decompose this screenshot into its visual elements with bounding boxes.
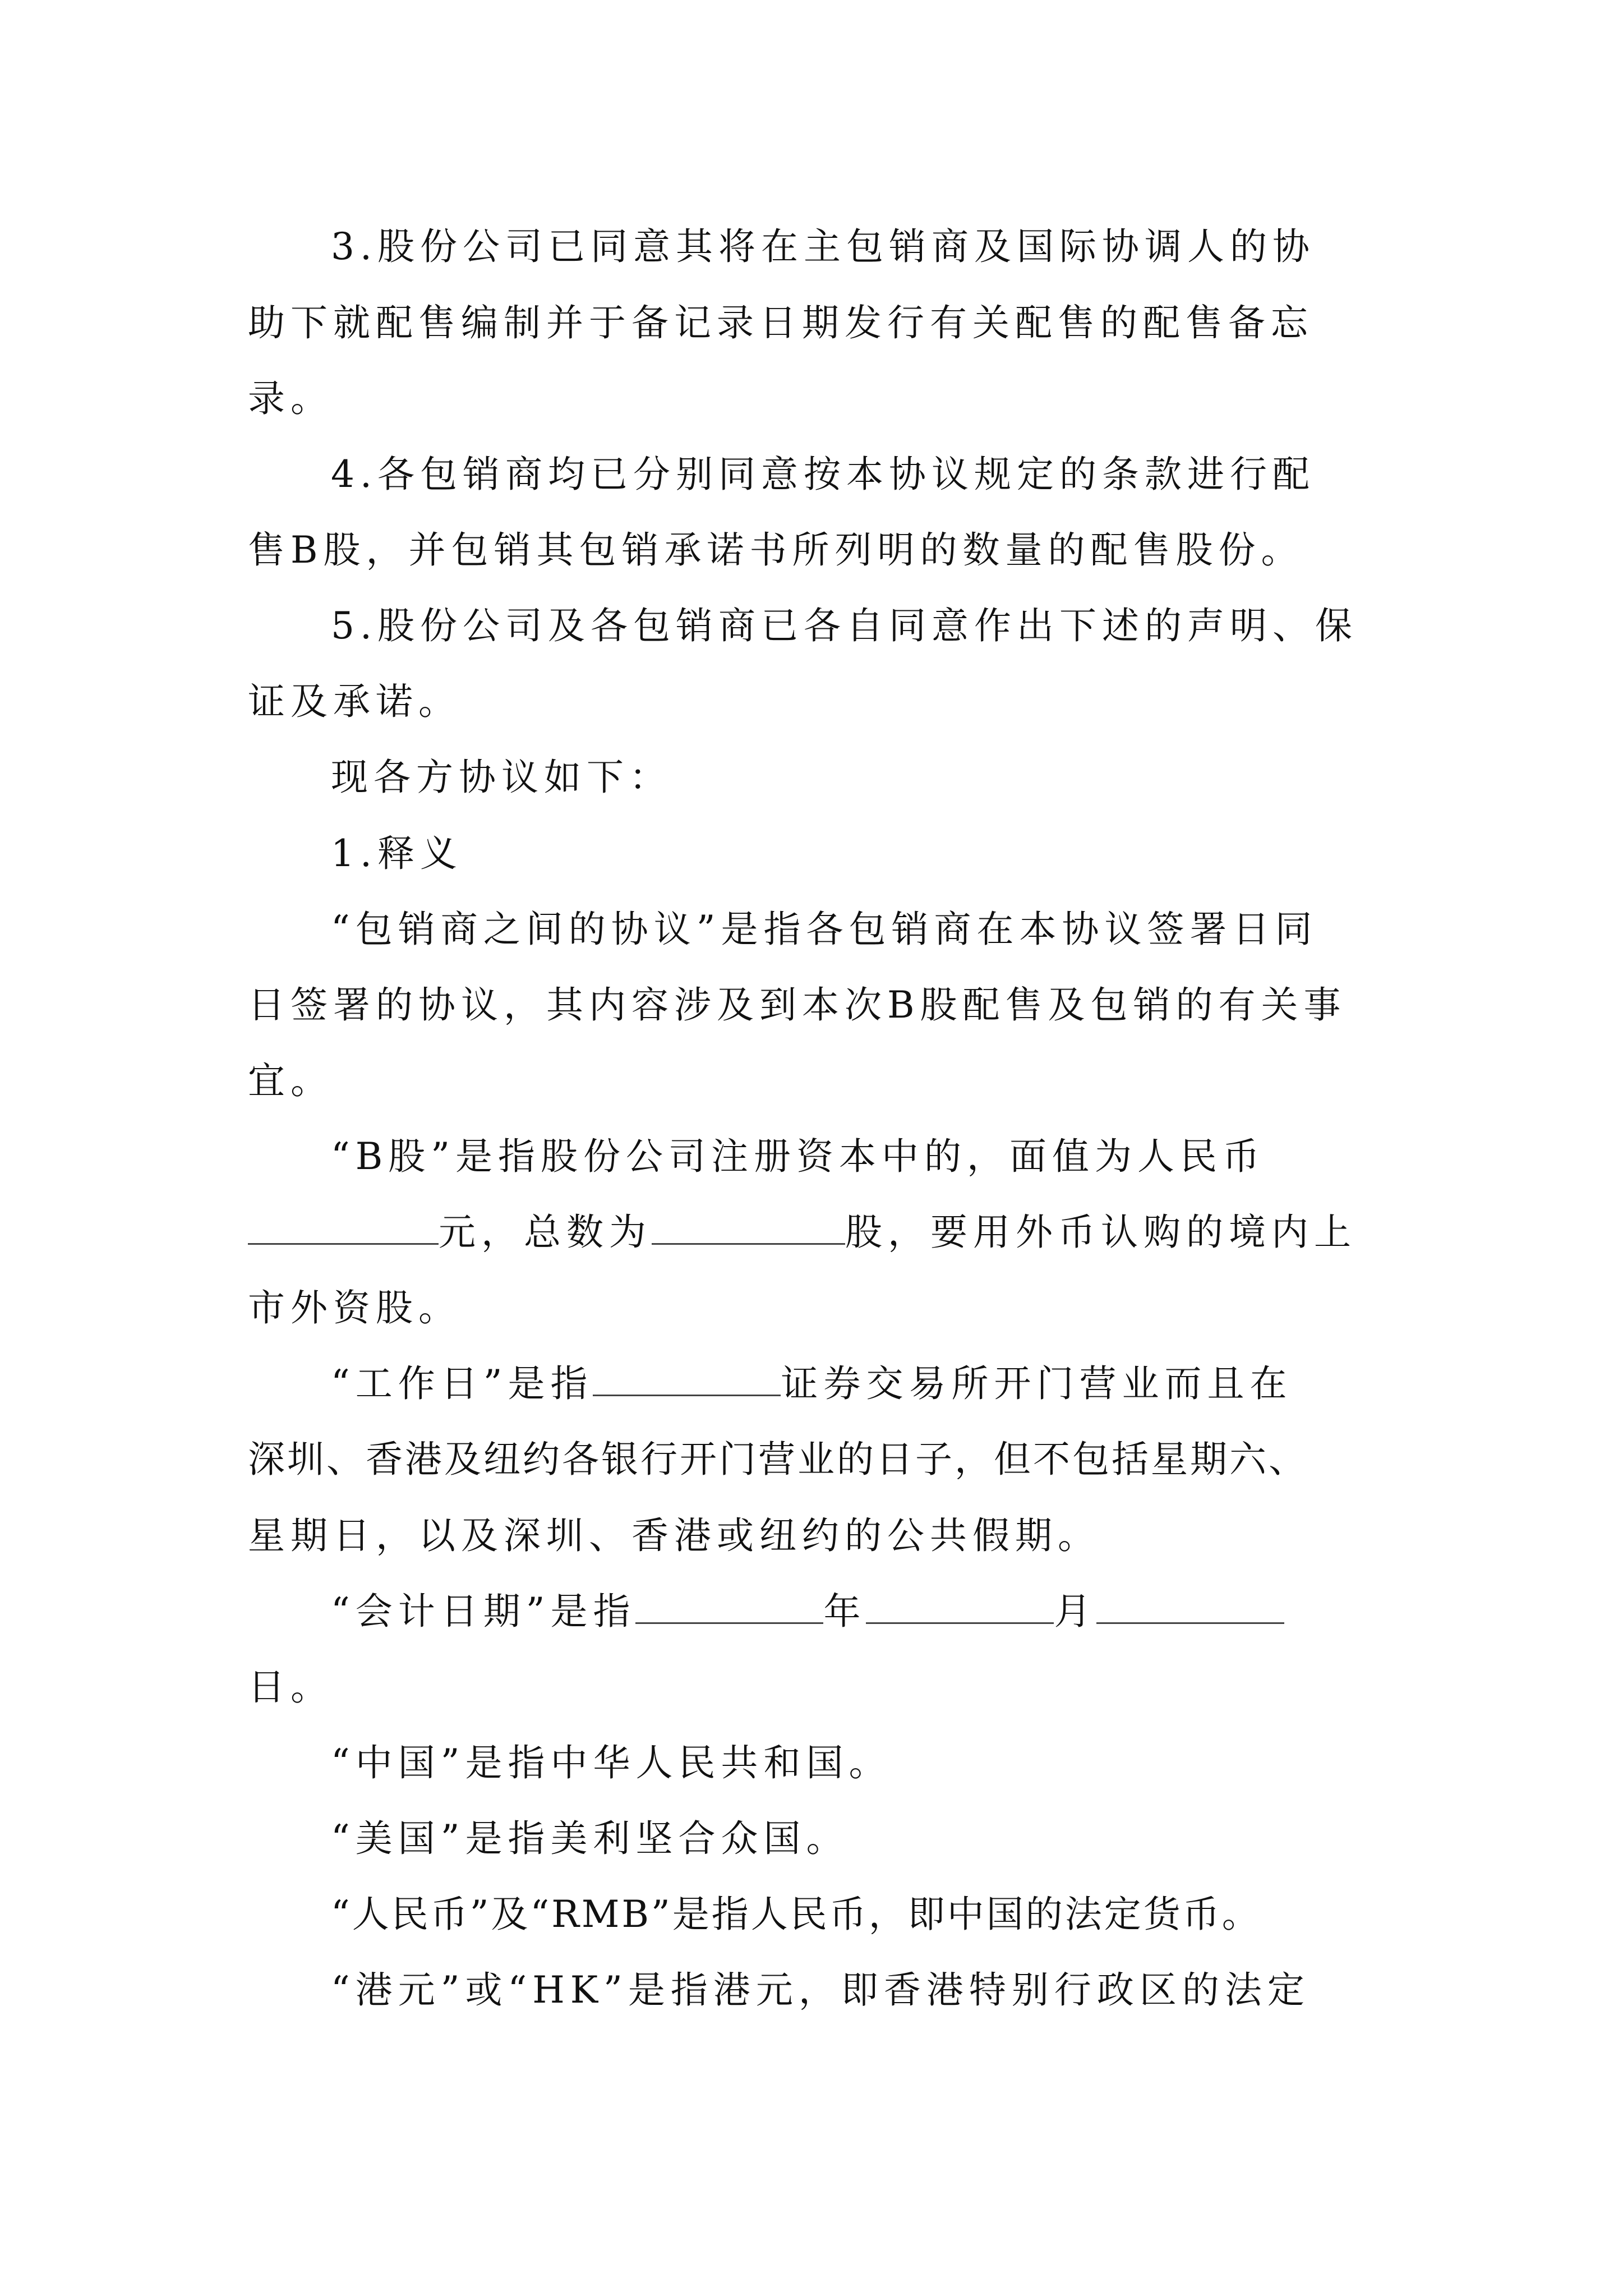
para-4-line-2: 售B股，并包销其包销承诺书所列明的数量的配售股份。 <box>248 528 1304 572</box>
month-label: 月 <box>1054 1590 1097 1633</box>
year-label: 年 <box>823 1590 866 1633</box>
def-underwriters-agreement-line-3: 宜。 <box>248 1059 333 1102</box>
para-5-line-2: 证及承诺。 <box>248 680 461 723</box>
para-3-line-2: 助下就配售编制并于备记录日期发行有关配售的配售备忘 <box>248 301 1313 344</box>
agreement-intro: 现各方协议如下： <box>331 756 672 799</box>
def-b-share-line-1: “B股”是指股份公司注册资本中的，面值为人民币 <box>331 1135 1265 1178</box>
para-4-line-1: 4.各包销商均已分别同意按本协议规定的条款进行配 <box>331 453 1315 496</box>
def-b-share-text-a: 元，总数为 <box>439 1211 652 1254</box>
fill-in-blank <box>652 1207 845 1245</box>
def-accounting-date-text-a: “会计日期”是指 <box>331 1590 636 1633</box>
para-3-line-3: 录。 <box>248 377 333 420</box>
def-hkd: “港元”或“HK”是指港元，即香港特别行政区的法定 <box>331 1968 1310 2012</box>
def-accounting-date-line-1 <box>331 1586 1284 1637</box>
section-1-heading: 1.释义 <box>331 832 463 875</box>
def-working-day-line-3: 星期日，以及深圳、香港或纽约的公共假期。 <box>248 1514 1100 1557</box>
def-working-day-line-1 <box>331 1358 1292 1410</box>
def-working-day-line-2: 深圳、香港及纽约各银行开门营业的日子，但不包括星期六、 <box>248 1438 1308 1481</box>
fill-in-blank <box>1096 1586 1284 1624</box>
def-working-day-text-b: 证券交易所开门营业而且在 <box>781 1362 1293 1405</box>
def-rmb: “人民币”及“RMB”是指人民币，即中国的法定货币。 <box>331 1893 1261 1936</box>
def-working-day-text-a: “工作日”是指 <box>331 1362 593 1405</box>
para-5-line-1: 5.股份公司及各包销商已各自同意作出下述的声明、保 <box>331 604 1358 647</box>
def-usa: “美国”是指美利坚合众国。 <box>331 1817 849 1860</box>
fill-in-blank <box>248 1207 439 1245</box>
fill-in-blank <box>866 1586 1054 1624</box>
def-b-share-line-3: 市外资股。 <box>248 1286 461 1329</box>
def-b-share-line-2 <box>248 1207 1357 1258</box>
def-underwriters-agreement-line-2: 日签署的协议，其内容涉及到本次B股配售及包销的有关事 <box>248 983 1347 1027</box>
para-3-line-1: 3.股份公司已同意其将在主包销商及国际协调人的协 <box>331 225 1315 268</box>
def-b-share-text-b: 股，要用外币认购的境内上 <box>845 1211 1357 1254</box>
fill-in-blank <box>593 1359 781 1396</box>
def-accounting-date-line-2: 日。 <box>248 1665 333 1709</box>
def-underwriters-agreement-line-1: “包销商之间的协议”是指各包销商在本协议签署日同 <box>331 908 1318 951</box>
def-china: “中国”是指中华人民共和国。 <box>331 1741 892 1784</box>
fill-in-blank <box>635 1586 823 1624</box>
